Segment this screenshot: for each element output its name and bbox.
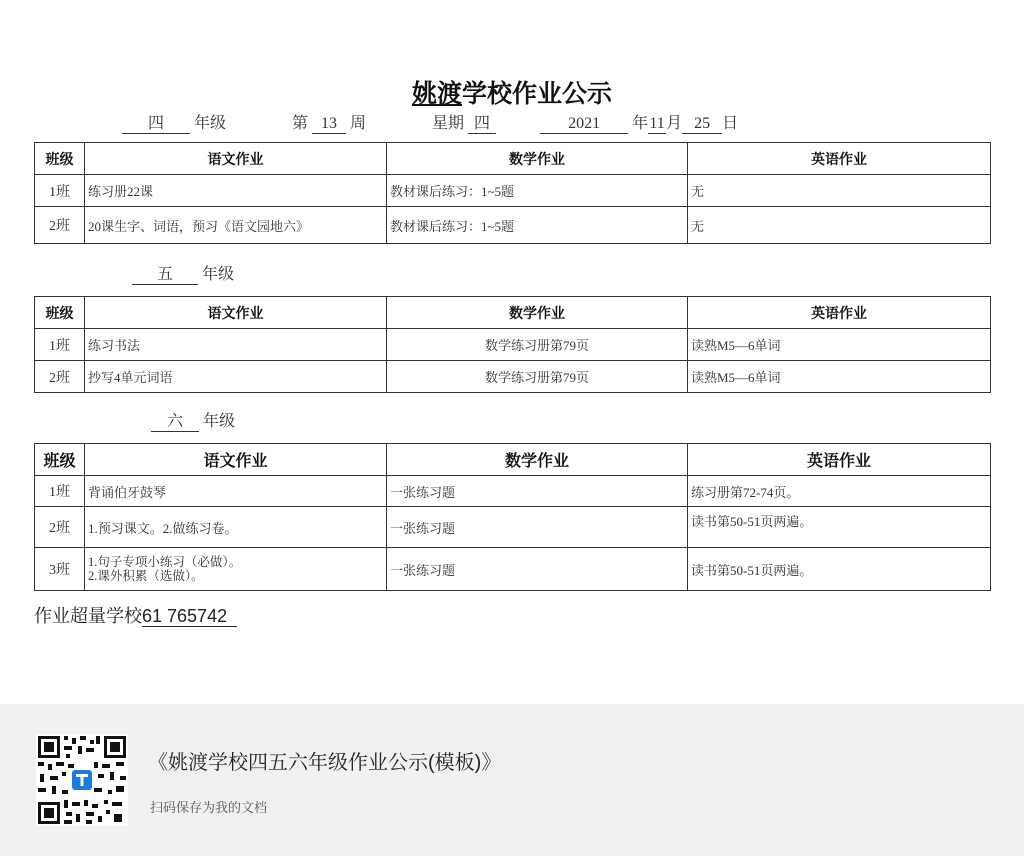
grade5-grade: 五 <box>132 266 198 285</box>
header-english: 英语作业 <box>688 297 991 329</box>
chinese-cell: 练习书法 <box>85 329 387 361</box>
class-cell: 1班 <box>35 329 85 361</box>
grade4-grade: 四 <box>122 115 190 134</box>
table-row <box>35 507 991 548</box>
math-cell: 数学练习册第79页 <box>387 329 688 361</box>
grade5-grade-suffix: 年级 <box>202 266 235 283</box>
header-math: 数学作业 <box>387 143 688 175</box>
class-cell: 2班 <box>35 207 85 244</box>
chinese-cell <box>85 548 387 591</box>
table-row <box>35 207 991 244</box>
week-prefix: 第 <box>292 115 309 132</box>
grade6-header-line <box>151 408 235 432</box>
english-cell: 练习册第72-74页。 <box>688 476 991 507</box>
grade6-grade-suffix: 年级 <box>203 413 236 430</box>
chinese-line-2: 2.课外积累（选做）。 <box>88 569 204 583</box>
header-english: 英语作业 <box>688 143 991 175</box>
grade5-homework-table <box>34 296 991 393</box>
chinese-cell: 背诵伯牙鼓琴 <box>85 476 387 507</box>
header-english: 英语作业 <box>688 444 991 476</box>
chinese-line-1: 1.句子专项小练习（必做）。 <box>88 555 242 569</box>
header-class: 班级 <box>35 444 85 476</box>
grade4-header-line <box>122 110 738 134</box>
table-header-row <box>35 297 991 329</box>
year-suffix: 年 <box>632 115 649 132</box>
weekday: 四 <box>468 115 496 134</box>
math-cell: 教材课后练习：1~5题 <box>387 207 688 244</box>
math-cell: 一张练习题 <box>387 548 688 591</box>
math-cell: 教材课后练习：1~5题 <box>387 175 688 207</box>
chinese-cell: 1.预习课文。2.做练习卷。 <box>85 507 387 548</box>
header-chinese: 语文作业 <box>85 143 387 175</box>
document-title-link[interactable]: 《姚渡学校四五六年级作业公示(模板)》 <box>148 752 502 774</box>
english-cell: 读书第50-51页两遍。 <box>688 548 991 591</box>
english-cell: 无 <box>688 175 991 207</box>
english-cell: 无 <box>688 207 991 244</box>
month: 11 <box>649 115 665 132</box>
month-suffix: 月 <box>666 115 683 132</box>
table-row <box>35 476 991 507</box>
save-document-banner <box>0 704 1024 856</box>
table-header-row <box>35 444 991 476</box>
class-cell: 1班 <box>35 175 85 207</box>
english-cell: 读熟M5—6单词 <box>688 329 991 361</box>
title-rest: 学校作业公示 <box>462 80 613 108</box>
page-title <box>0 74 1024 110</box>
class-cell: 2班 <box>35 507 85 548</box>
grade4-grade-suffix: 年级 <box>194 115 227 132</box>
chinese-cell: 20课生字、词语，预习《语文园地六》 <box>85 207 387 244</box>
class-cell: 2班 <box>35 361 85 393</box>
day: 25 <box>682 115 722 134</box>
grade6-homework-table <box>34 443 991 591</box>
table-row <box>35 548 991 591</box>
header-chinese: 语文作业 <box>85 297 387 329</box>
header-math: 数学作业 <box>387 444 688 476</box>
title-school-name: 姚渡 <box>411 80 462 108</box>
class-cell: 3班 <box>35 548 85 591</box>
week-number: 13 <box>312 115 346 134</box>
qr-code-icon[interactable] <box>36 734 128 826</box>
week-suffix: 周 <box>350 115 367 132</box>
header-class: 班级 <box>35 297 85 329</box>
overload-report-note <box>34 602 237 628</box>
grade6-grade: 六 <box>151 413 199 432</box>
math-cell: 数学练习册第79页 <box>387 361 688 393</box>
weekday-prefix: 星期 <box>432 115 465 132</box>
chinese-cell: 练习册22课 <box>85 175 387 207</box>
math-cell: 一张练习题 <box>387 507 688 548</box>
header-chinese: 语文作业 <box>85 444 387 476</box>
table-header-row <box>35 143 991 175</box>
class-cell: 1班 <box>35 476 85 507</box>
header-math: 数学作业 <box>387 297 688 329</box>
chinese-cell: 抄写4单元词语 <box>85 361 387 393</box>
grade5-header-line <box>132 261 234 285</box>
day-suffix: 日 <box>722 115 739 132</box>
table-row <box>35 329 991 361</box>
table-row <box>35 175 991 207</box>
english-cell: 读熟M5—6单词 <box>688 361 991 393</box>
math-cell: 一张练习题 <box>387 476 688 507</box>
scan-hint: 扫码保存为我的文档 <box>150 800 268 815</box>
overload-report-phone: 61 765742 <box>142 606 237 627</box>
grade4-homework-table <box>34 142 991 244</box>
english-cell: 读书第50-51页两遍。 <box>688 507 991 548</box>
year: 2021 <box>540 115 628 134</box>
header-class: 班级 <box>35 143 85 175</box>
overload-report-label: 作业超量学校 <box>34 606 142 626</box>
table-row <box>35 361 991 393</box>
